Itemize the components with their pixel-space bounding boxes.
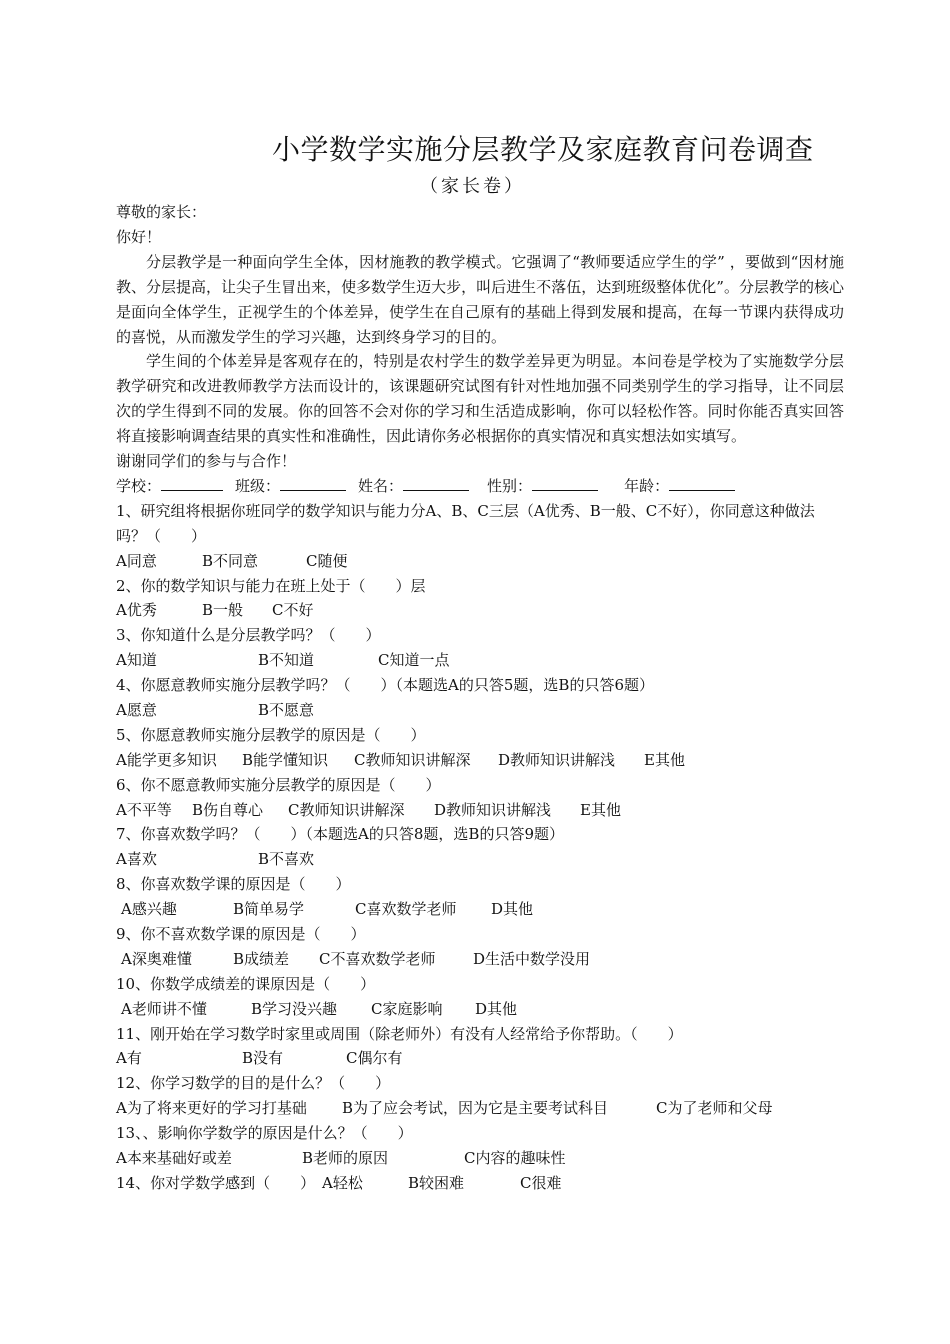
question-7: 7、你喜欢数学吗？（ ）（本题选A的只答8题，选B的只答9题）: [116, 825, 564, 844]
option[interactable]: C教师知识讲解深: [288, 800, 405, 819]
question-11: 11、刚开始在学习数学时家里或周围（除老师外）有没有人经常给予你帮助。（ ）: [116, 1024, 683, 1043]
field-class: [235, 474, 346, 499]
option[interactable]: B成绩差: [233, 949, 290, 968]
option[interactable]: E其他: [644, 750, 685, 769]
options-7: [116, 847, 844, 872]
document-body: [116, 200, 844, 1196]
question-4: 4、你愿意教师实施分层教学吗？（ ）（本题选A的只答5题，选B的只答6题）: [116, 676, 654, 695]
field-gender-blank[interactable]: [532, 476, 598, 491]
option[interactable]: A老师讲不懂: [121, 999, 207, 1018]
question-14: [116, 1171, 844, 1196]
options-13: [116, 1146, 844, 1171]
options-4: [116, 698, 844, 723]
field-class-label: 班级：: [235, 476, 281, 495]
options-12: [116, 1096, 844, 1121]
options-11: [116, 1046, 844, 1071]
option[interactable]: D教师知识讲解浅: [434, 800, 552, 819]
page-title: 小学数学实施分层教学及家庭教育问卷调查: [272, 133, 814, 166]
option[interactable]: A有: [116, 1049, 142, 1068]
option[interactable]: C不好: [272, 601, 314, 620]
field-class-blank[interactable]: [280, 476, 346, 491]
option[interactable]: A愿意: [116, 700, 157, 719]
option[interactable]: D生活中数学没用: [473, 949, 591, 968]
option[interactable]: C喜欢数学老师: [355, 900, 457, 919]
intro-paragraph-2: 学生间的个体差异是客观存在的，特别是农村学生的数学差异更为明显。本问卷是学校为了实施数学分层教学研究和改进教师教学方法而设计的，该课题研究试图有针对性地加强不同类别学生的学习指导，让不同层次的学生得到不同的发展。你的回答不会对你的学习和生活造成影响，你可以轻松作答。同时你能否真实回答将直接影响调查结果的真实性和准确性，因此请你务必根据你的真实情况和真实想法如实填写。: [116, 352, 844, 446]
option[interactable]: B一般: [202, 601, 244, 620]
option[interactable]: A喜欢: [116, 850, 157, 869]
option[interactable]: E其他: [580, 800, 621, 819]
question-14-text: 14、你对学数学感到（ ）: [116, 1173, 316, 1192]
option[interactable]: A感兴趣: [121, 900, 177, 919]
options-1: [116, 549, 844, 574]
options-3: [116, 648, 844, 673]
question-5: 5、你愿意教师实施分层教学的原因是（ ）: [116, 725, 426, 744]
question-10: 10、你数学成绩差的课原因是（ ）: [116, 974, 376, 993]
option[interactable]: B简单易学: [233, 900, 305, 919]
option[interactable]: A为了将来更好的学习打基础: [116, 1099, 307, 1118]
hello: 你好！: [116, 227, 162, 246]
question-1: 1、研究组将根据你班同学的数学知识与能力分A、B、C三层（A优秀、B一般、C不好），你同意这种做法吗？（ ）: [116, 501, 815, 545]
intro-paragraph-1: 分层教学是一种面向学生全体，因材施教的教学模式。它强调了“教师要适应学生的学” ，要做到“因材施教、分层提高，让尖子生冒出来，使多数学生迈大步，叫后进生不落伍，达到班级整体优化”。分层教学的核心是面向全体学生，正视学生的个体差异，使学生在自己原有的基础上得到发展和提高，在每一节课内获得成功的喜悦，从而激发学生的学习兴趣，达到终身学习的目的。: [116, 252, 844, 346]
field-school: [116, 474, 223, 499]
option[interactable]: B不知道: [258, 651, 315, 670]
field-age-label: 年龄：: [624, 476, 670, 495]
option[interactable]: C随便: [306, 551, 348, 570]
option[interactable]: D教师知识讲解浅: [498, 750, 616, 769]
option[interactable]: C知道一点: [378, 651, 450, 670]
option[interactable]: A同意: [116, 551, 157, 570]
option[interactable]: A深奥难懂: [121, 949, 192, 968]
option[interactable]: B老师的原因: [302, 1149, 389, 1167]
question-9: 9、你不喜欢数学课的原因是（ ）: [116, 924, 366, 943]
greeting: 尊敬的家长：: [116, 203, 207, 221]
option[interactable]: A能学更多知识: [116, 750, 217, 769]
field-gender: [487, 474, 598, 499]
thanks-line: 谢谢同学们的参与与合作！: [116, 452, 297, 471]
option[interactable]: C内容的趣味性: [464, 1149, 566, 1167]
option[interactable]: C偶尔有: [346, 1049, 403, 1068]
field-age-blank[interactable]: [669, 476, 735, 491]
option[interactable]: D其他: [475, 999, 518, 1018]
option[interactable]: B没有: [242, 1049, 284, 1068]
field-name-blank[interactable]: [403, 476, 469, 491]
field-age: [624, 474, 735, 499]
field-school-blank[interactable]: [161, 476, 223, 491]
option[interactable]: B学习没兴趣: [251, 999, 338, 1018]
question-2: 2、你的数学知识与能力在班上处于（ ）层: [116, 576, 426, 595]
options-5: [116, 748, 844, 773]
info-fields: [116, 474, 844, 499]
field-school-label: 学校：: [116, 476, 162, 495]
options-6: [116, 798, 844, 823]
option[interactable]: B为了应会考试，因为它是主要考试科目: [342, 1099, 609, 1118]
options-8: [116, 897, 844, 922]
options-9: [116, 947, 844, 972]
option[interactable]: C很难: [520, 1173, 562, 1192]
options-2: [116, 598, 844, 623]
page-subtitle: （家长卷）: [420, 176, 525, 197]
field-name: [358, 474, 469, 499]
option[interactable]: A不平等: [116, 800, 172, 819]
option[interactable]: B能学懂知识: [242, 750, 329, 769]
option[interactable]: B不愿意: [258, 700, 315, 719]
option[interactable]: A轻松: [322, 1173, 363, 1192]
option[interactable]: B较困难: [408, 1173, 465, 1192]
option[interactable]: C家庭影响: [371, 999, 443, 1018]
option[interactable]: B伤自尊心: [192, 800, 264, 819]
option[interactable]: A本来基础好或差: [116, 1149, 232, 1167]
question-13: 13、、影响你学数学的原因是什么？（ ）: [116, 1124, 413, 1143]
option[interactable]: B不同意: [202, 551, 259, 570]
options-10: [116, 997, 844, 1022]
question-3: 3、你知道什么是分层教学吗？（ ）: [116, 626, 381, 645]
question-6: 6、你不愿意教师实施分层教学的原因是（ ）: [116, 775, 441, 794]
option[interactable]: C教师知识讲解深: [354, 750, 471, 769]
question-8: 8、你喜欢数学课的原因是（ ）: [116, 875, 351, 894]
option[interactable]: D其他: [491, 900, 534, 919]
option[interactable]: C不喜欢数学老师: [319, 949, 436, 968]
option[interactable]: A知道: [116, 651, 157, 670]
field-gender-label: 性别：: [487, 476, 533, 495]
question-12: 12、你学习数学的目的是什么？（ ）: [116, 1074, 391, 1093]
option[interactable]: B不喜欢: [258, 850, 315, 869]
option[interactable]: C为了老师和父母: [656, 1099, 773, 1118]
field-name-label: 姓名：: [358, 476, 404, 495]
option[interactable]: A优秀: [116, 601, 157, 620]
